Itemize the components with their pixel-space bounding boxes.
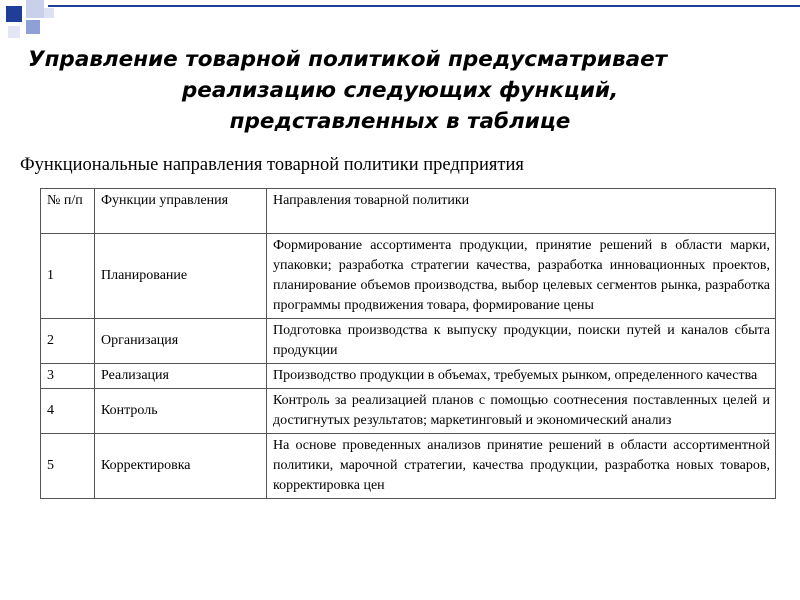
- table-row: [41, 434, 776, 499]
- top-divider: [48, 5, 800, 7]
- row-direction: Формирование ассортимента продукции, принятие решений в области марки, упаковки; разработка стратегии качества, разработка инновационных проектов, планирование объемов производства, выбор целевых сегментов рынка, разработка программы продвижения товара, формирование цены: [267, 234, 776, 319]
- row-function: Контроль: [95, 389, 267, 434]
- title-line-2: реализацию следующих функций,: [181, 78, 619, 103]
- square-decoration: [26, 0, 44, 18]
- row-function: Корректировка: [95, 434, 267, 499]
- row-direction: Подготовка производства к выпуску продукции, поиски путей и каналов сбыта продукции: [267, 319, 776, 364]
- square-decoration: [26, 20, 40, 34]
- row-number: 1: [41, 234, 95, 319]
- row-direction: На основе проведенных анализов принятие решений в области ассортиментной политики, марочной стратегии, качества продукции, разработка новых товаров, корректировка цен: [267, 434, 776, 499]
- table-row: [41, 319, 776, 364]
- row-number: 5: [41, 434, 95, 499]
- slide-title: [10, 44, 790, 137]
- row-number: 2: [41, 319, 95, 364]
- header-direction: Направления товарной политики: [267, 189, 776, 234]
- header-function: Функции управления: [95, 189, 267, 234]
- row-function: Планирование: [95, 234, 267, 319]
- square-decoration: [8, 26, 20, 38]
- square-decoration: [6, 6, 22, 22]
- table-row: [41, 389, 776, 434]
- table-row: [41, 364, 776, 389]
- table-row: [41, 234, 776, 319]
- decorative-squares: [0, 0, 60, 50]
- row-direction: Контроль за реализацией планов с помощью соотнесения поставленных целей и достигнутых результатов; маркетинговый и экономический анализ: [267, 389, 776, 434]
- header-number: № п/п: [41, 189, 95, 234]
- row-direction: Производство продукции в объемах, требуемых рынком, определенного качества: [267, 364, 776, 389]
- row-function: Организация: [95, 319, 267, 364]
- title-line-3: представленных в таблице: [229, 109, 571, 134]
- square-decoration: [44, 8, 54, 18]
- table-header-row: [41, 189, 776, 234]
- row-number: 3: [41, 364, 95, 389]
- row-number: 4: [41, 389, 95, 434]
- functions-table: [40, 188, 776, 499]
- row-function: Реализация: [95, 364, 267, 389]
- table-caption: Функциональные направления товарной политики предприятия: [20, 155, 524, 175]
- title-line-1: Управление товарной политикой предусматривает: [28, 47, 668, 72]
